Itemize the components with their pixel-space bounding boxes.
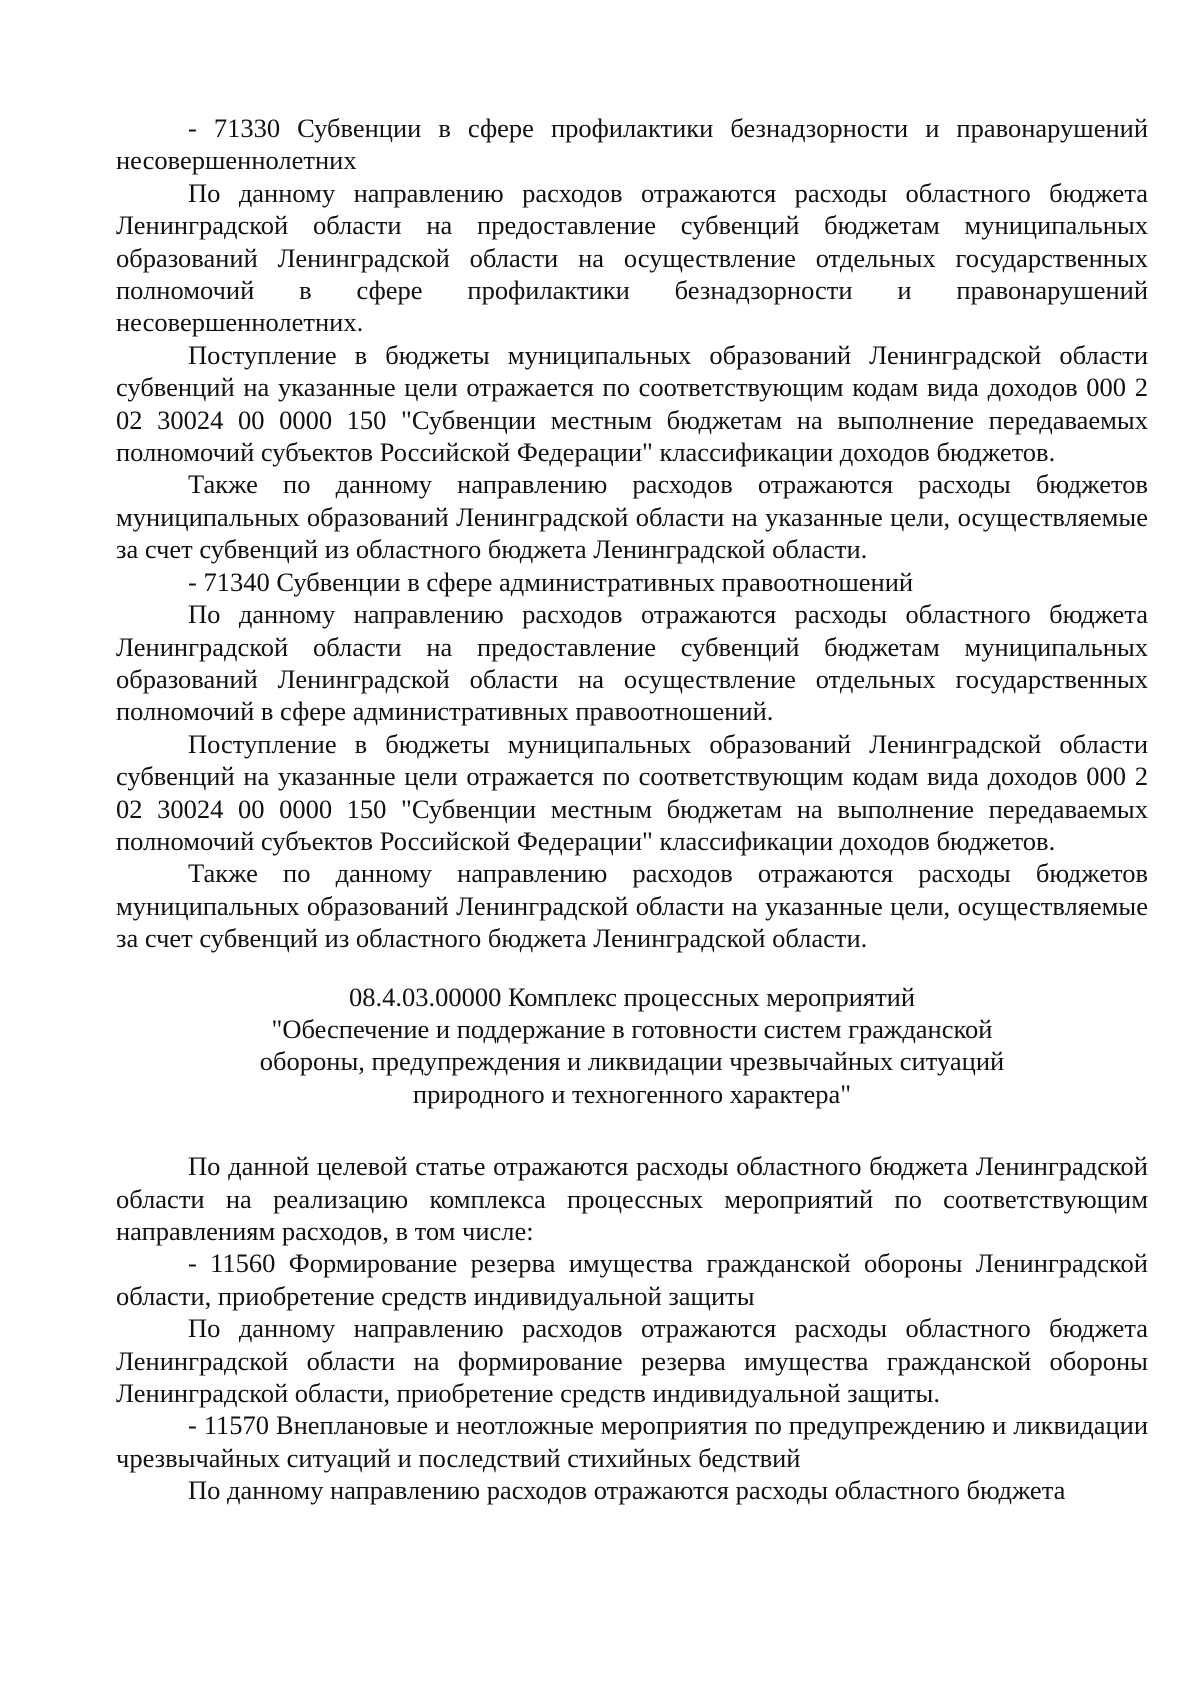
heading-line: природного и техногенного характера" <box>412 1078 852 1109</box>
paragraph: Поступление в бюджеты муниципальных образований Ленинградской области субвенций на указанные цели отражается по соответствующим кодам вида доходов 000 2 02 30024 00 0000 150 "Субвенции местным бюджетам на выполнение передаваемых полномочий субъектов Российской Федерации" классификации доходов бюджетов. <box>116 728 1148 856</box>
paragraph: Также по данному направлению расходов отражаются расходы бюджетов муниципальных образований Ленинградской области на указанные цели, осуществляемые за счет субвенций из областного бюджета Ленинградской области. <box>116 469 1148 565</box>
paragraph: По данному направлению расходов отражаются расходы областного бюджета Ленинградской области на формирование резерва имущества гражданской обороны Ленинградской области, приобретение средств индивидуальной защиты. <box>116 1313 1148 1409</box>
paragraph: Поступление в бюджеты муниципальных образований Ленинградской области субвенций на указанные цели отражается по соответствующим кодам вида доходов 000 2 02 30024 00 0000 150 "Субвенции местным бюджетам на выполнение передаваемых полномочий субъектов Российской Федерации" классификации доходов бюджетов. <box>116 339 1148 468</box>
paragraph: - 11560 Формирование резерва имущества гражданской обороны Ленинградской области, приобретение средств индивидуальной защиты <box>116 1248 1148 1311</box>
paragraph: По данному направлению расходов отражаются расходы областного бюджета Ленинградской области на предоставление субвенций бюджетам муниципальных образований Ленинградской области на осуществление отдельных государственных полномочий в сфере административных правоотношений. <box>116 599 1148 727</box>
paragraph: - 71330 Субвенции в сфере профилактики безнадзорности и правонарушений несовершеннолетних <box>116 113 1148 176</box>
section-bottom <box>116 1150 1148 1506</box>
paragraph: По данному направлению расходов отражаются расходы областного бюджета Ленинградской области на предоставление субвенций бюджетам муниципальных образований Ленинградской области на осуществление отдельных государственных полномочий в сфере профилактики безнадзорности и правонарушений несовершеннолетних. <box>116 177 1148 338</box>
document-page <box>116 112 1148 1507</box>
paragraph: Также по данному направлению расходов отражаются расходы бюджетов муниципальных образований Ленинградской области на указанные цели, осуществляемые за счет субвенций из областного бюджета Ленинградской области. <box>116 858 1148 954</box>
paragraph: - 11570 Внеплановые и неотложные мероприятия по предупреждению и ликвидации чрезвычайных ситуаций и последствий стихийных бедствий <box>116 1410 1148 1473</box>
section-heading <box>116 981 1148 1111</box>
heading-line: обороны, предупреждения и ликвидации чрезвычайных ситуаций <box>259 1046 1005 1077</box>
heading-line: 08.4.03.00000 Комплекс процессных мероприятий <box>348 981 916 1012</box>
paragraph: По данному направлению расходов отражаются расходы областного бюджета <box>188 1475 1066 1506</box>
heading-line: "Обеспечение и поддержание в готовности систем гражданской <box>271 1013 993 1044</box>
paragraph: По данной целевой статье отражаются расходы областного бюджета Ленинградской области на реализацию комплекса процессных мероприятий по соответствующим направлениям расходов, в том числе: <box>116 1151 1148 1246</box>
paragraph: - 71340 Субвенции в сфере административных правоотношений <box>188 566 914 597</box>
section-top <box>116 112 1148 955</box>
